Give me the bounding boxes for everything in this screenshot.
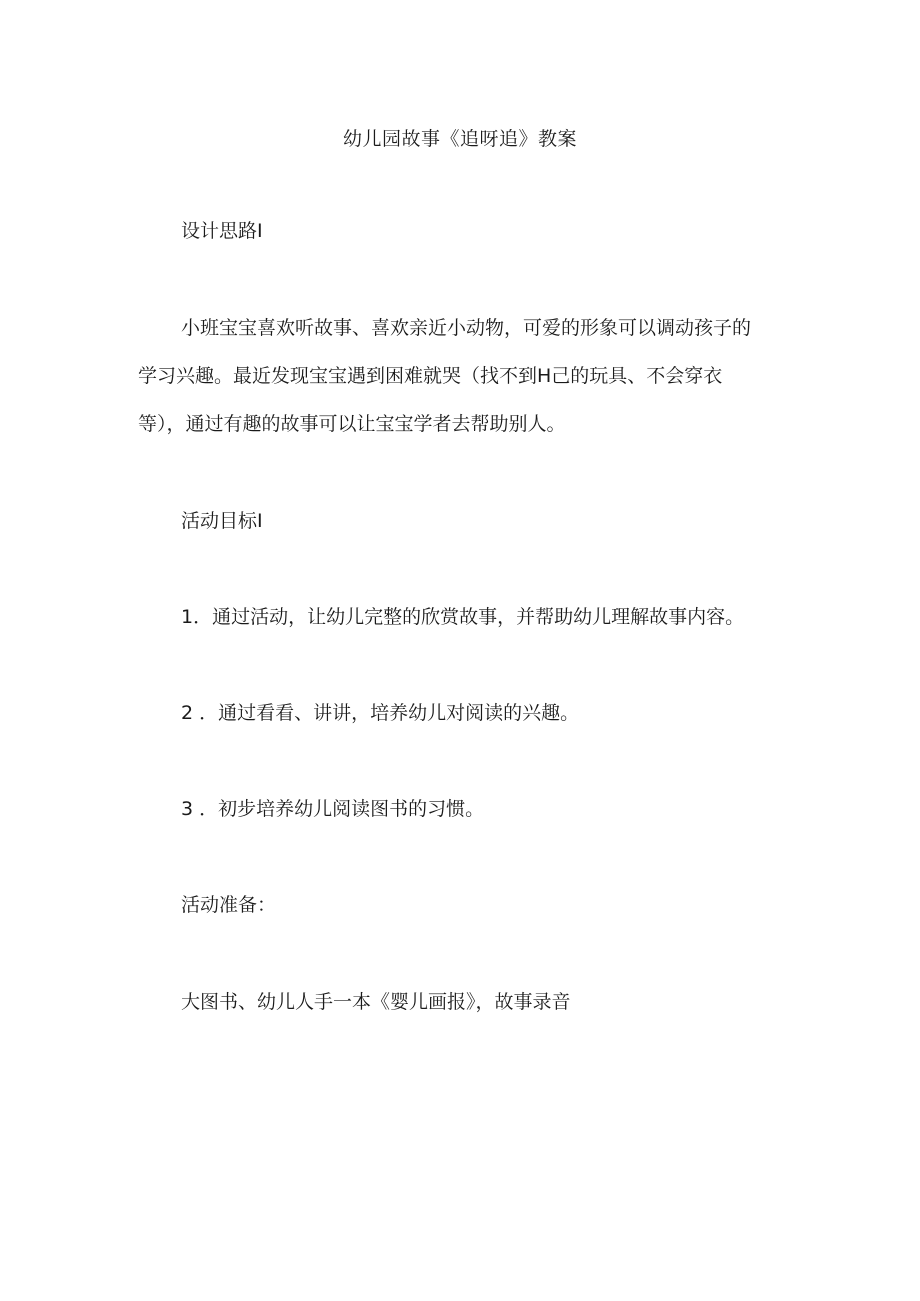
section-heading-design: 设计思路I xyxy=(181,220,263,242)
preparation-content: 大图书、幼儿人手一本《婴儿画报》，故事录音 xyxy=(181,991,571,1013)
paragraph-line: 学习兴趣。最近发现宝宝遇到困难就哭（找不到H己的玩具、不会穿衣 xyxy=(138,365,723,387)
goal-item-3: 3 ．初步培养幼儿阅读图书的习惯。 xyxy=(181,798,485,820)
document-title: 幼儿园故事《追呀追》教案 xyxy=(342,128,577,150)
section-heading-goals: 活动目标I xyxy=(181,510,263,532)
goal-item-2: 2 ．通过看看、讲讲，培养幼儿对阅读的兴趣。 xyxy=(181,702,580,724)
goal-item-1: 1．通过活动，让幼儿完整的欣赏故事，并帮助幼儿理解故事内容。 xyxy=(181,606,745,628)
paragraph-line: 小班宝宝喜欢听故事、喜欢亲近小动物，可爱的形象可以调动孩子的 xyxy=(181,317,752,339)
paragraph-line: 等），通过有趣的故事可以让宝宝学者去帮助别人。 xyxy=(138,413,566,435)
section-heading-preparation: 活动准备： xyxy=(181,894,277,916)
